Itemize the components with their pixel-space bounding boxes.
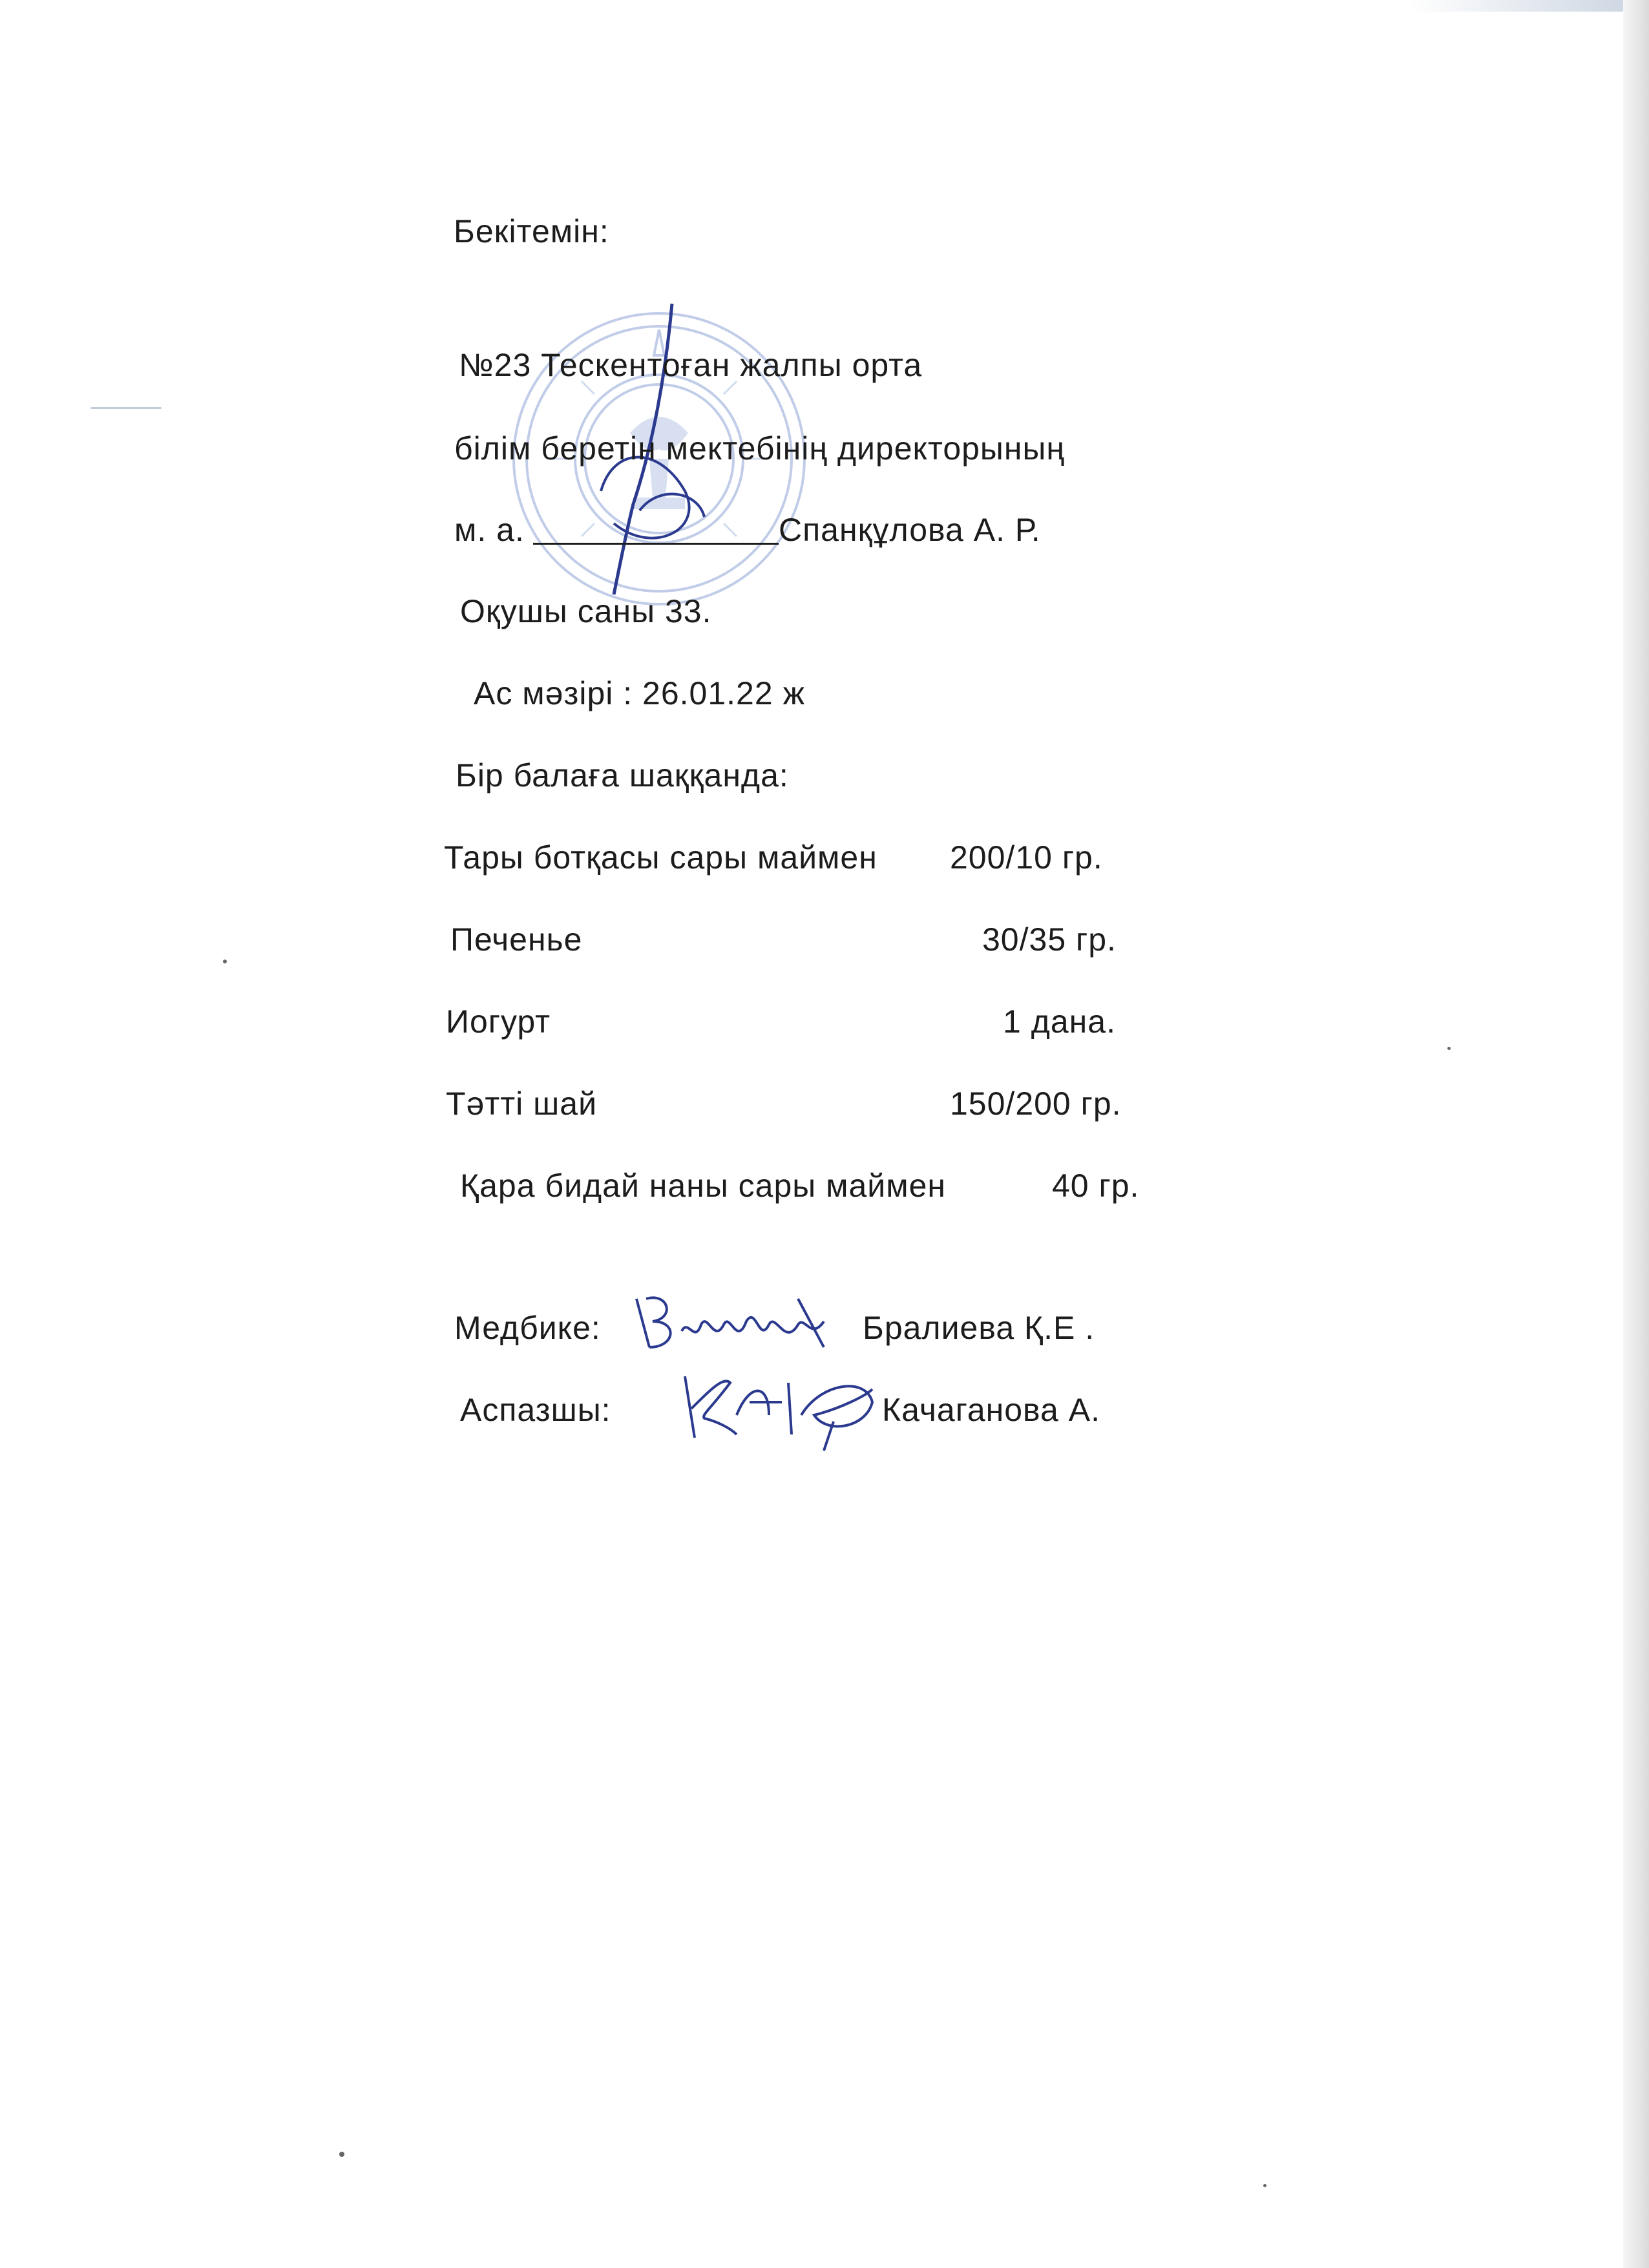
scan-speck bbox=[223, 960, 227, 963]
menu-item-name: Тары ботқасы сары маймен bbox=[444, 839, 877, 876]
scan-speck bbox=[1447, 1047, 1451, 1050]
menu-item-amount: 200/10 гр. bbox=[950, 839, 1103, 876]
scan-shadow-top bbox=[1409, 0, 1649, 12]
per-child-label: Бір балаға шаққанда: bbox=[456, 757, 789, 793]
menu-item-name: Иогурт bbox=[446, 1003, 551, 1040]
acting-prefix: м. а. bbox=[454, 512, 525, 548]
scan-speck bbox=[1263, 2184, 1266, 2187]
menu-item-amount: 30/35 гр. bbox=[982, 921, 1117, 958]
menu-date: Ас мәзірі : 26.01.22 ж bbox=[474, 675, 806, 711]
cook-name: Качаганова А. bbox=[882, 1392, 1100, 1428]
menu-item-name: Тәтті шай bbox=[446, 1086, 597, 1122]
school-line-1: №23 Тескентоған жалпы орта bbox=[459, 347, 923, 383]
nurse-name: Бралиева Қ.Е . bbox=[863, 1310, 1095, 1346]
nurse-signature bbox=[630, 1286, 837, 1363]
menu-item-amount: 40 гр. bbox=[1052, 1168, 1140, 1204]
scan-shadow-right bbox=[1623, 0, 1649, 2268]
scan-speck bbox=[90, 407, 162, 409]
menu-item-name: Қара бидай наны сары маймен bbox=[460, 1168, 947, 1204]
cook-role: Аспазшы: bbox=[460, 1392, 611, 1428]
cook-signature bbox=[672, 1363, 892, 1454]
menu-item-amount: 1 дана. bbox=[1003, 1003, 1116, 1040]
scan-speck bbox=[339, 2152, 344, 2157]
nurse-role: Медбике: bbox=[454, 1310, 601, 1346]
menu-item-amount: 150/200 гр. bbox=[950, 1086, 1122, 1122]
menu-item-name: Печенье bbox=[450, 921, 583, 958]
student-count: Оқушы саны 33. bbox=[460, 593, 712, 629]
school-line-2: білім беретін мектебінің директорының bbox=[454, 430, 1066, 467]
director-name: Спанқұлова А. Р. bbox=[779, 512, 1041, 548]
approval-header: Бекітемін: bbox=[454, 213, 609, 249]
signature-underline bbox=[533, 543, 779, 545]
